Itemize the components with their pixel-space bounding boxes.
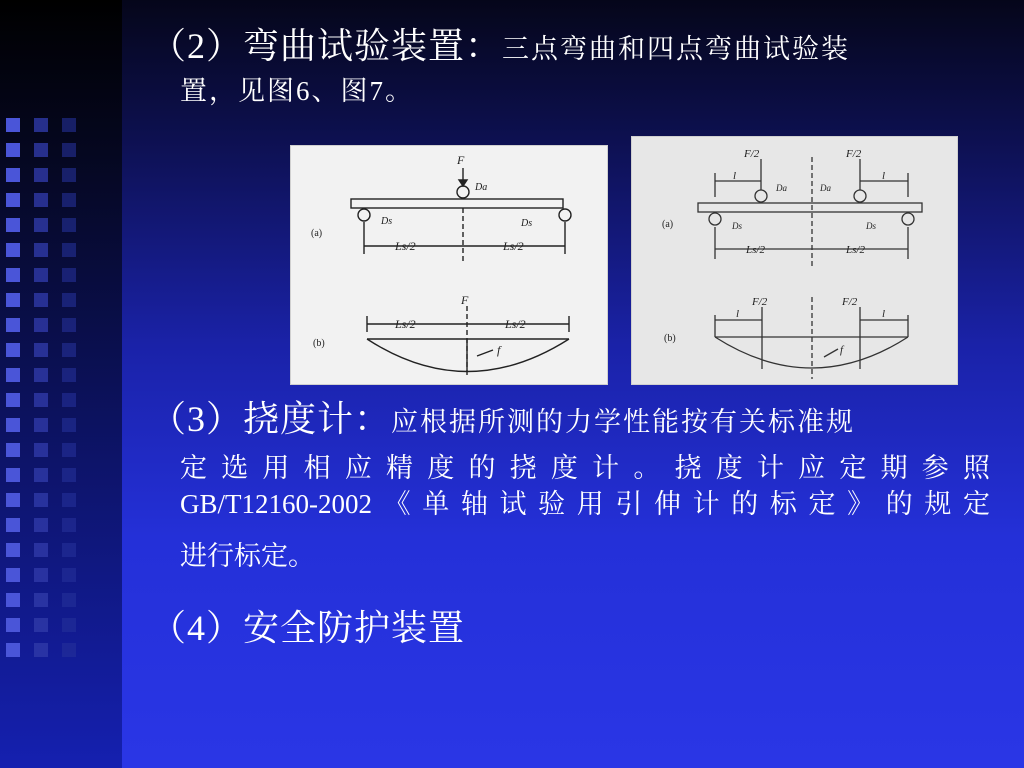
load-roller-label: Da [820,183,831,193]
sub-figure-a-label: (a) [311,228,323,239]
section-3-line-1: 应根据所测的力学性能按有关标准规 [391,407,856,437]
half-force-label: F/2 [842,296,858,308]
distance-label: l [882,308,886,320]
half-span-label: Ls/2 [503,239,524,253]
sub-figure-b-label: (b) [313,338,325,349]
decorative-squares [6,118,20,668]
section-3-deflectometer [150,396,992,574]
distance-label: l [736,308,740,320]
section-3-line-4: 进行标定。 [180,541,315,571]
section-2-continuation: 置，见图6、图7。 [180,76,414,106]
support-roller-label: Ds [521,218,533,229]
figure-6-three-point-bending [290,145,608,385]
sub-figure-a-label: (a) [662,219,674,230]
half-span-label: Ls/2 [846,244,865,256]
support-roller-label: Ds [732,221,743,231]
half-force-label: F/2 [744,148,760,160]
half-span-label: Ls/2 [746,244,765,256]
deflection-label: f [497,343,501,357]
decorative-squares [62,118,76,668]
force-label: F [457,153,465,167]
figure-7-four-point-bending [631,136,958,385]
support-roller-label: Ds [866,221,877,231]
half-span-label: Ls/2 [395,239,416,253]
half-force-label: F/2 [846,148,862,160]
half-span-label: Ls/2 [395,317,416,331]
decorative-left-strip [0,0,122,768]
half-span-label: Ls/2 [505,317,526,331]
section-3-heading: （3）挠度计： [150,399,392,439]
force-label: F [461,293,469,307]
distance-label: l [882,170,886,182]
support-roller-label: Ds [381,216,393,227]
deflection-label: f [840,344,844,356]
section-3-line-2: 定选用相应精度的挠度计。挠度计应定期参照 [180,453,990,483]
half-force-label: F/2 [752,296,768,308]
section-4-heading: （4）安全防护装置 [150,608,466,648]
load-roller-label: Da [475,182,488,193]
sub-figure-b-label: (b) [664,333,676,344]
section-2-bending-fixture [150,24,992,106]
section-2-heading: （2）弯曲试验装置： [150,26,503,66]
section-2-body: 三点弯曲和四点弯曲试验装 [502,34,851,64]
decorative-squares [34,118,48,668]
distance-label: l [733,170,737,182]
section-3-line-3: GB/T12160-2002《单轴试验用引伸计的标定》的规定 [180,489,990,519]
load-roller-label: Da [776,183,787,193]
